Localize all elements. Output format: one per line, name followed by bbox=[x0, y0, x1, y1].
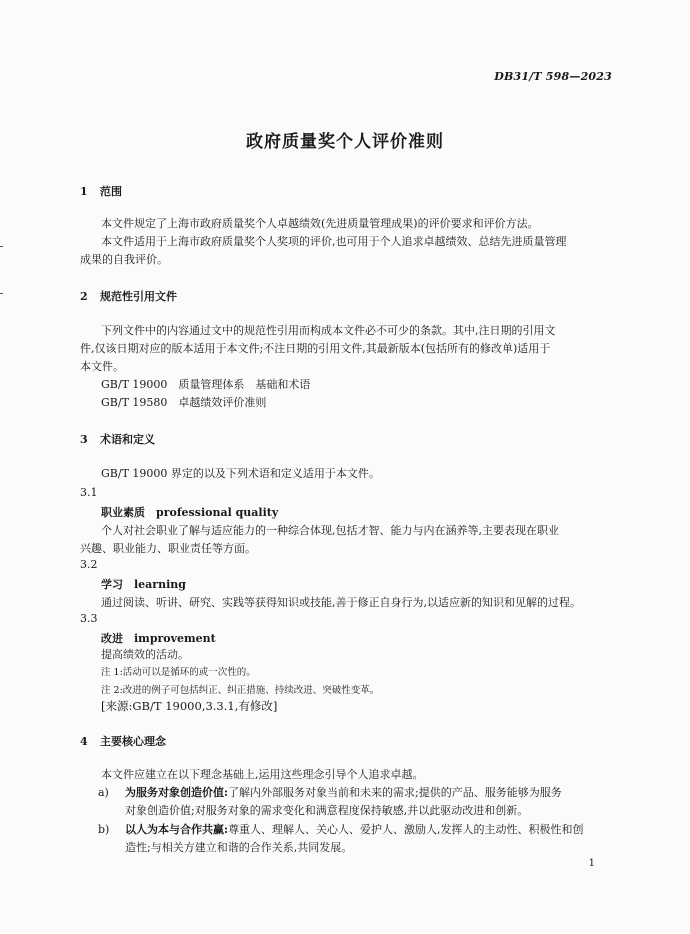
section-1-para-2-line-2: 成果的自我评价。 bbox=[80, 253, 168, 266]
term-note-1: 注 1:活动可以是循环的或一次性的。 bbox=[101, 667, 256, 678]
term-definition: 通过阅读、听讲、研究、实践等获得知识或技能,善于修正自身行为,以适应新的知识和见解的过程。 bbox=[101, 596, 581, 609]
term-number: 3.3 bbox=[80, 612, 98, 625]
term-title: 职业素质 professional quality bbox=[101, 506, 279, 519]
section-1-para-1: 本文件规定了上海市政府质量奖个人卓越绩效(先进质量管理成果)的评价要求和评价方法。 bbox=[101, 217, 539, 230]
section-3-heading: 3 术语和定义 bbox=[80, 433, 155, 446]
reference-item: GB/T 19000 质量管理体系 基础和术语 bbox=[101, 378, 311, 391]
list-item-continuation: 造性;与相关方建立和谐的合作关系,共同发展。 bbox=[125, 841, 353, 854]
section-1-para-2-line-1: 本文件适用于上海市政府质量奖个人奖项的评价,也可用于个人追求卓越绩效、总结先进质量管理 bbox=[101, 235, 567, 248]
section-2-para-line-1: 下列文件中的内容通过文中的规范性引用而构成本文件必不可少的条款。其中,注日期的引用文 bbox=[101, 324, 556, 337]
document-number: DB31/T 598—2023 bbox=[494, 70, 612, 83]
section-2-heading: 2 规范性引用文件 bbox=[80, 290, 177, 303]
term-definition-line-2: 兴趣、职业能力、职业责任等方面。 bbox=[80, 542, 256, 555]
section-2-para-line-3: 本文件。 bbox=[80, 360, 124, 373]
term-definition: 提高绩效的活动。 bbox=[101, 648, 189, 661]
scan-edge-mark bbox=[0, 246, 3, 247]
scan-edge-mark bbox=[0, 293, 3, 294]
list-item: b) 以人为本与合作共赢:尊重人、理解人、关心人、爱护人、激励人,发挥人的主动性、积极性和创 bbox=[98, 823, 584, 836]
list-item: a) 为服务对象创造价值:了解内外部服务对象当前和未来的需求;提供的产品、服务能够为服务 bbox=[98, 786, 562, 799]
page-number: 1 bbox=[588, 858, 595, 869]
term-number: 3.1 bbox=[80, 486, 98, 499]
term-title: 改进 improvement bbox=[101, 632, 216, 645]
term-source: [来源:GB/T 19000,3.3.1,有修改] bbox=[101, 699, 278, 713]
document-title: 政府质量奖个人评价准则 bbox=[246, 132, 444, 152]
section-2-para-line-2: 件,仅该日期对应的版本适用于本文件;不注日期的引用文件,其最新版本(包括所有的修改单)适用于 bbox=[80, 342, 551, 355]
term-definition-line-1: 个人对社会职业了解与适应能力的一种综合体现,包括才智、能力与内在涵养等,主要表现在职业 bbox=[101, 524, 559, 537]
term-title: 学习 learning bbox=[101, 578, 186, 591]
list-item-continuation: 对象创造价值;对服务对象的需求变化和满意程度保持敏感,并以此驱动改进和创新。 bbox=[125, 804, 529, 817]
term-note-2: 注 2:改进的例子可包括纠正、纠正措施、持续改进、突破性变革。 bbox=[101, 685, 380, 696]
section-4-heading: 4 主要核心理念 bbox=[80, 735, 166, 748]
section-3-intro: GB/T 19000 界定的以及下列术语和定义适用于本文件。 bbox=[101, 467, 380, 480]
section-1-heading: 1 范围 bbox=[80, 185, 122, 198]
reference-item: GB/T 19580 卓越绩效评价准则 bbox=[101, 396, 267, 409]
section-4-intro: 本文件应建立在以下理念基础上,运用这些理念引导个人追求卓越。 bbox=[101, 768, 424, 781]
term-number: 3.2 bbox=[80, 558, 98, 571]
